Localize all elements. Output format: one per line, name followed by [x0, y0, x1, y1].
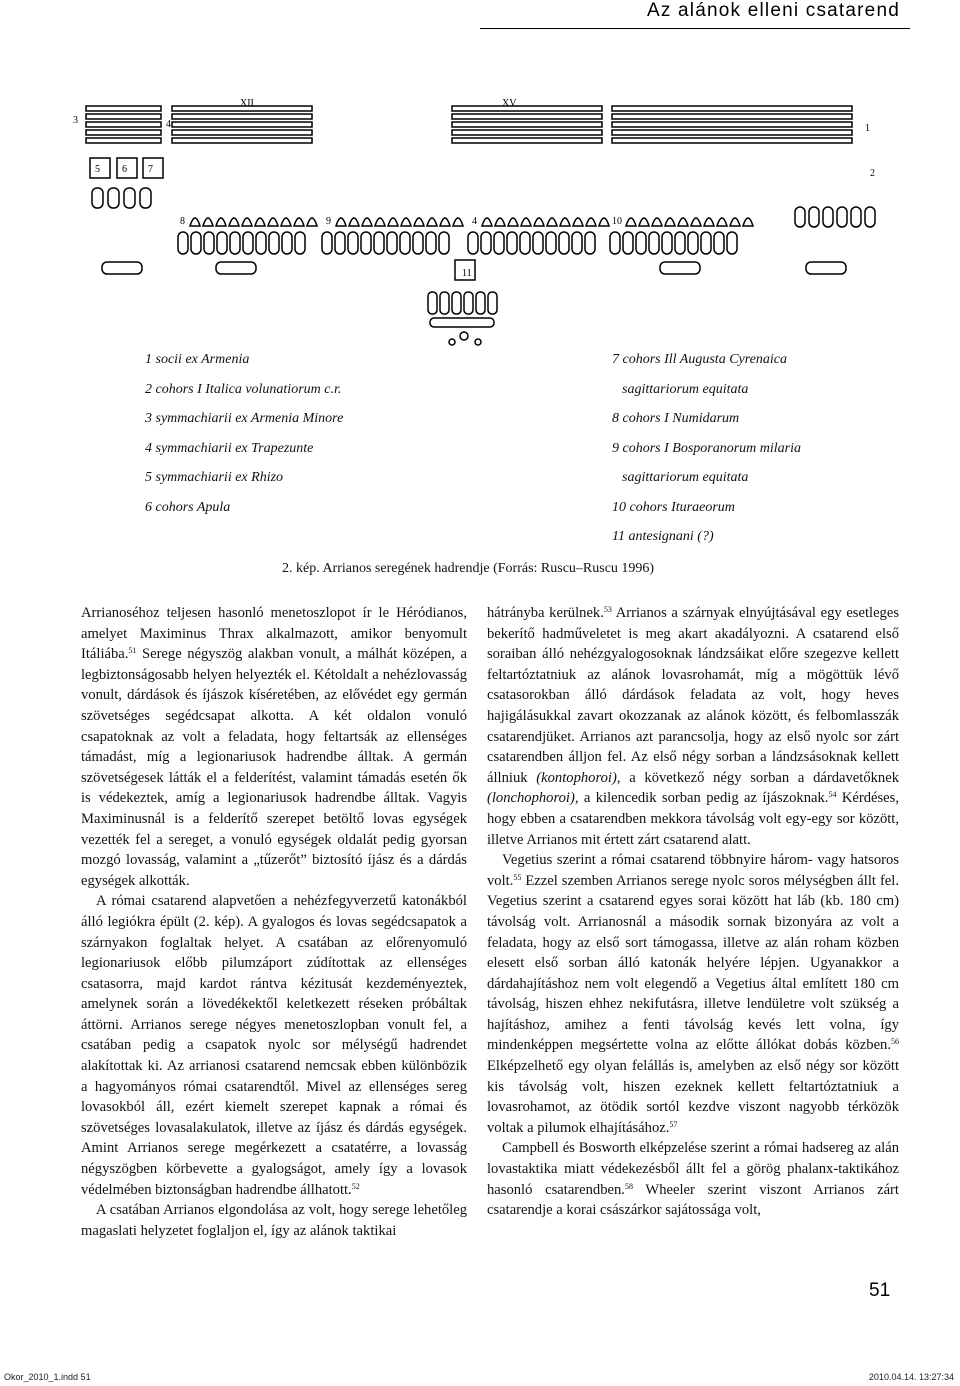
label-8: 8 — [180, 216, 185, 227]
archer-arc — [691, 218, 701, 226]
archer-arc — [586, 218, 596, 226]
legend-entry: 8 cohors I Numidarum — [612, 411, 740, 426]
label-11: 11 — [462, 268, 472, 279]
unit-oval — [675, 232, 685, 254]
text-run: , a következő négy sorban a dárdavetőknek — [616, 769, 899, 786]
archer-arc — [440, 218, 450, 226]
archer-arc — [203, 218, 213, 226]
unit-oval — [413, 232, 423, 254]
archer-arc — [453, 218, 463, 226]
cohort-bar — [452, 114, 602, 119]
label-3: 3 — [73, 115, 78, 126]
unit-oval — [636, 232, 646, 254]
battle-order-diagram — [0, 90, 960, 350]
unit-oval — [361, 232, 371, 254]
legend-entry: 2 cohors I Italica volunatiorum c.r. — [145, 381, 342, 397]
unit-oval — [124, 188, 135, 208]
unit-oval — [217, 232, 227, 254]
unit-oval — [546, 232, 556, 254]
unit-oval — [520, 232, 530, 254]
footnote-ref: 55 — [513, 872, 522, 882]
archer-arc — [362, 218, 372, 226]
italic-term: (lonchophoroi), — [487, 790, 579, 807]
cohort-bar — [86, 122, 161, 127]
cohort-bar — [86, 106, 161, 111]
paragraph — [81, 891, 467, 1200]
commander-mark — [449, 339, 455, 345]
unit-oval — [488, 292, 497, 314]
label-4: 4 — [166, 119, 171, 130]
archer-arc — [229, 218, 239, 226]
cohort-bar — [612, 130, 852, 135]
unit-oval — [851, 207, 861, 227]
paragraph — [487, 603, 899, 850]
text-run: Elképzelhető egy olyan felállás is, amelyben az első négy sor között kis távolság volt, hiszen ezeknek kellett feltartóztatniuk a lovasrohamot, az ötödik sortól kezdve viszont nagyobb térközök voltak a pilumok elhajításához. — [487, 1058, 899, 1136]
archer-arc — [294, 218, 304, 226]
label-7: 7 — [148, 164, 153, 175]
archer-arc — [678, 218, 688, 226]
paragraph — [81, 1200, 467, 1241]
text-column-right — [487, 603, 899, 1221]
archer-arc — [427, 218, 437, 226]
unit-box — [143, 158, 163, 178]
archer-arc — [521, 218, 531, 226]
footnote-ref: 57 — [669, 1119, 678, 1129]
footer-file-info: Okor_2010_1.indd 51 — [4, 1372, 91, 1382]
unit-oval — [809, 207, 819, 227]
unit-oval — [476, 292, 485, 314]
legend-entry: 9 cohors I Bosporanorum milaria — [612, 440, 802, 456]
unit-oval — [494, 232, 504, 254]
unit-oval — [426, 232, 436, 254]
legend-entry: 1 socii ex Armenia — [145, 352, 250, 367]
unit-oval — [295, 232, 305, 254]
archer-arc — [665, 218, 675, 226]
italic-term: (kontophoroi) — [536, 769, 617, 786]
legend-entry: sagittariorum equitata — [622, 470, 749, 485]
unit-oval — [230, 232, 240, 254]
text-run: Kérdéses, hogy ebben a csatarendben mekkora távolság volt egy-egy sor között, illetve Arrianos mit értett zárt csatarend alatt. — [487, 790, 899, 848]
footnote-ref: 51 — [128, 646, 137, 656]
cohort-bar — [86, 138, 161, 143]
commander-mark — [475, 339, 481, 345]
unit-oval — [269, 232, 279, 254]
unit-oval — [282, 232, 292, 254]
text-run: Campbell és Bosworth elképzelése szerint a római hadsereg az alán lovastaktika miatt védekezésből állt fel a görög phalanx-taktikához hasonló csatarendben. — [487, 1140, 899, 1198]
archer-arc — [414, 218, 424, 226]
unit-oval — [204, 232, 214, 254]
legend-entry: 5 symmachiarii ex Rhizo — [145, 470, 284, 485]
text-run: A csatában Arrianos elgondolása az volt, hogy serege lehetőleg magaslati helyzetet foglaljon el, így az alánok taktikai — [81, 1202, 467, 1239]
cohort-bar — [612, 106, 852, 111]
unit-oval — [714, 232, 724, 254]
unit-oval — [507, 232, 517, 254]
unit-oval — [559, 232, 569, 254]
unit-oval — [585, 232, 595, 254]
cavalry-bar — [216, 262, 256, 274]
paragraph — [487, 850, 899, 1138]
unit-oval — [649, 232, 659, 254]
unit-oval — [481, 232, 491, 254]
unit-oval — [387, 232, 397, 254]
commander-mark — [460, 332, 468, 340]
legend-entry: sagittariorum equitata — [622, 381, 749, 397]
cohort-bar — [452, 138, 602, 143]
unit-oval — [464, 292, 473, 314]
archer-arc — [375, 218, 385, 226]
footnote-ref: 58 — [624, 1181, 633, 1191]
archer-arc — [190, 218, 200, 226]
archer-arc — [255, 218, 265, 226]
archer-arc — [639, 218, 649, 226]
unit-box — [90, 158, 110, 178]
archer-arc — [717, 218, 727, 226]
text-run: Vegetius szerint a római csatarend többnyire három- vagy hatsoros volt. — [487, 852, 899, 889]
archer-arc — [534, 218, 544, 226]
label-1: 1 — [865, 123, 870, 134]
paragraph — [487, 1138, 899, 1220]
archer-arc — [242, 218, 252, 226]
archer-arc — [626, 218, 636, 226]
unit-oval — [468, 232, 478, 254]
unit-oval — [92, 188, 103, 208]
paragraph — [81, 603, 467, 891]
unit-oval — [823, 207, 833, 227]
unit-oval — [623, 232, 633, 254]
text-run: Arrianos a szárnyak elnyújtásával egy esetleges bekerítő hadműveletet is meg akart akadályozni. A csatarend első soraiban álló nehézgyalogosoknak lándzsáikat előre szegezve kellett feltartóztatniuk az alánok lovasrohamát, míg a mögöttük lévő csatasorokban álló dárdások feladata az volt, hogy heves hajigálásukkal zavart okozzanak az alánok között, és felbomlasszák csatarendjüket. Arrianos azt parancsolja, hogy az első nyolc sor zárt csatarendben álljon fel. Az első négy sorban a lándzsásoknak kellett állniuk — [487, 605, 899, 786]
text-column-left — [81, 603, 467, 1241]
cohort-bar — [172, 130, 312, 135]
unit-oval — [795, 207, 805, 227]
unit-oval — [374, 232, 384, 254]
unit-oval — [256, 232, 266, 254]
text-run: hátrányba kerülnek. — [487, 605, 604, 621]
cohort-bar — [612, 138, 852, 143]
cavalry-bar — [102, 262, 142, 274]
unit-oval — [452, 292, 461, 314]
archer-arc — [743, 218, 753, 226]
archer-arc — [652, 218, 662, 226]
archer-arc — [573, 218, 583, 226]
page-number: 51 — [869, 1280, 891, 1301]
label-5: 5 — [95, 164, 100, 175]
footnote-ref: 52 — [351, 1181, 360, 1191]
legend-entry: 4 symmachiarii ex Trapezunte — [145, 440, 314, 456]
archer-arc — [281, 218, 291, 226]
archer-arc — [336, 218, 346, 226]
legend-entry: 6 cohors Apula — [145, 499, 231, 515]
archer-arc — [599, 218, 609, 226]
unit-oval — [348, 232, 358, 254]
cavalry-bar — [806, 262, 846, 274]
cohort-bar — [452, 130, 602, 135]
unit-oval — [439, 232, 449, 254]
text-run: A római csatarend alapvetően a nehézfegyverzetű katonákból álló legiókra épült (2. kép). A gyalogos és lovas segédcsapatok a szárnyakon foglaltak helyet. A csatában az előrenyomuló legionariusok előbb pilumzáport zúdítottak az ellenséges csatasorra, majd kardot rántva kézitusát kezdeményeztek, amelynek során a lövedékektől keletkezett réseken próbáltak áttörni. Arrianos serege négyes menetoszlopban vonult fel, a csatában pedig a csapatok nyolc sor mélységű hadrendet alakítottak ki. Az arrianosi csatarend nemcsak ebben különbözik a hagyományos római csatarendtől. Mivel az ellenséges sereg lovasokból áll, ezért kiemelt szerepet kapnak a római és szövetséges lovasalakulatok, illetve az íjász és dárdás egységek. Amint Arrianos serege megérkezett a csatatérre, a lovasság négyszögben körbevette a gyalogságot, amely így a lovasok védelmében biztonságban hadrendbe állhatott. — [81, 893, 467, 1198]
legend-entry: 10 cohors Ituraeorum — [612, 499, 735, 515]
unit-oval — [610, 232, 620, 254]
unit-oval — [191, 232, 201, 254]
footnote-ref: 54 — [828, 790, 837, 800]
legend-entry: 7 cohors Ill Augusta Cyrenaica — [612, 352, 787, 367]
text-run: a kilencedik sorban pedig az íjászoknak. — [578, 790, 829, 807]
unit-box — [117, 158, 137, 178]
unit-oval — [243, 232, 253, 254]
archer-arc — [216, 218, 226, 226]
unit-oval — [727, 232, 737, 254]
footer-timestamp: 2010.04.14. 13:27:34 — [868, 1372, 954, 1382]
unit-oval — [335, 232, 345, 254]
archer-arc — [547, 218, 557, 226]
cohort-bar — [86, 114, 161, 119]
archer-arc — [482, 218, 492, 226]
unit-oval — [701, 232, 711, 254]
unit-oval — [662, 232, 672, 254]
header-rule — [480, 28, 910, 29]
unit-oval — [572, 232, 582, 254]
archer-arc — [730, 218, 740, 226]
running-header: Az alánok elleni csatarend — [646, 0, 900, 21]
figure-caption: 2. kép. Arrianos seregének hadrendje (Forrás: Ruscu–Ruscu 1996) — [282, 561, 655, 576]
footnote-ref: 53 — [603, 605, 612, 614]
label-9: 9 — [326, 216, 331, 227]
label-6: 6 — [122, 164, 127, 175]
cavalry-bar — [430, 318, 494, 327]
unit-oval — [428, 292, 437, 314]
text-run: Wheeler szerint viszont Arrianos zárt csatarendje a korai császárkor sajátossága volt, — [487, 1181, 899, 1219]
archer-arc — [704, 218, 714, 226]
legend-left — [145, 345, 343, 522]
unit-oval — [140, 188, 151, 208]
label-roman-xii: XII — [240, 98, 254, 109]
unit-oval — [688, 232, 698, 254]
archer-arc — [560, 218, 570, 226]
unit-oval — [178, 232, 188, 254]
legend-right — [612, 345, 801, 552]
archer-arc — [495, 218, 505, 226]
unit-oval — [440, 292, 449, 314]
cavalry-bar — [660, 262, 700, 274]
unit-oval — [108, 188, 119, 208]
unit-oval — [322, 232, 332, 254]
label-2: 2 — [870, 168, 875, 179]
unit-oval — [837, 207, 847, 227]
cohort-bar — [452, 122, 602, 127]
cohort-bar — [172, 122, 312, 127]
archer-arc — [268, 218, 278, 226]
legend-entry: 3 symmachiarii ex Armenia Minore — [145, 411, 344, 426]
unit-oval — [865, 207, 875, 227]
legend-entry: 11 antesignani (?) — [612, 529, 714, 544]
archer-arc — [307, 218, 317, 226]
cohort-bar — [452, 106, 602, 111]
cohort-bar — [612, 114, 852, 119]
cohort-bar — [86, 130, 161, 135]
archer-arc — [401, 218, 411, 226]
unit-oval — [533, 232, 543, 254]
text-run: Arrianoséhoz teljesen hasonló menetoszlopot ír le Héródianos, amelyet Maximinus Thrax alkalmazott, amikor benyomult Itáliába. — [81, 605, 467, 663]
cohort-bar — [172, 114, 312, 119]
cohort-bar — [612, 122, 852, 127]
label-roman-xv: XV — [502, 98, 517, 109]
text-run: Serege négyszög alakban vonult, a málhát középen, a legbiztonságosabb helyen helyezték el. Kétoldalt a nehézlovasság vonult, dárdások és íjászok kíséretében, az elővédet egy germán szövetséges segédcsapat alkotta. A két oldalon vonuló csapatoknak az volt a feladata, hogy feltartsák az ellenséges támadást, míg a legionariusok hadrendbe álltak. A germán szövetségesek látták el a felderítést, valamint támadás esetén ők is védekeztek, amíg a legionariusok hadrendbe álltak. Vagyis Maximinusnál is a felderítő szerepet betöltő lovas egységek vezették fel a sereget, a vonuló egységek oldalát pedig gyorsan mozgó lovasság, valamint a „tűzerőt” biztosító íjász és a dárdás egységek alkották. — [81, 646, 467, 889]
text-run: Ezzel szemben Arrianos serege nyolc soros mélységben állt fel. Vegetius szerint a csatarend egyes sorai között hat láb (kb. 180 cm) távolság volt. Arrianosnál a második sornak bizonyára az volt a feladata, hogy az első sort támogassa, illetve az alán roham közben elesett első sorban álló katonák helyére lépjen. Ugyanakkor a dárdahajításhoz nem volt elegendő a Vegetius által említett 180 cm távolság, hiszen ehhez nekifutásra, illetve lendületre volt szükség a hajításhoz, amihez a fenti távolság kevés lett volna, így mindenképpen megsértette volna az előtte állókat dobás közben. — [487, 872, 899, 1054]
label-10: 10 — [612, 216, 622, 227]
archer-arc — [349, 218, 359, 226]
archer-arc — [388, 218, 398, 226]
cohort-bar — [172, 138, 312, 143]
unit-oval — [400, 232, 410, 254]
footnote-ref: 56 — [891, 1037, 899, 1047]
archer-arc — [508, 218, 518, 226]
label-4b: 4 — [472, 216, 477, 227]
